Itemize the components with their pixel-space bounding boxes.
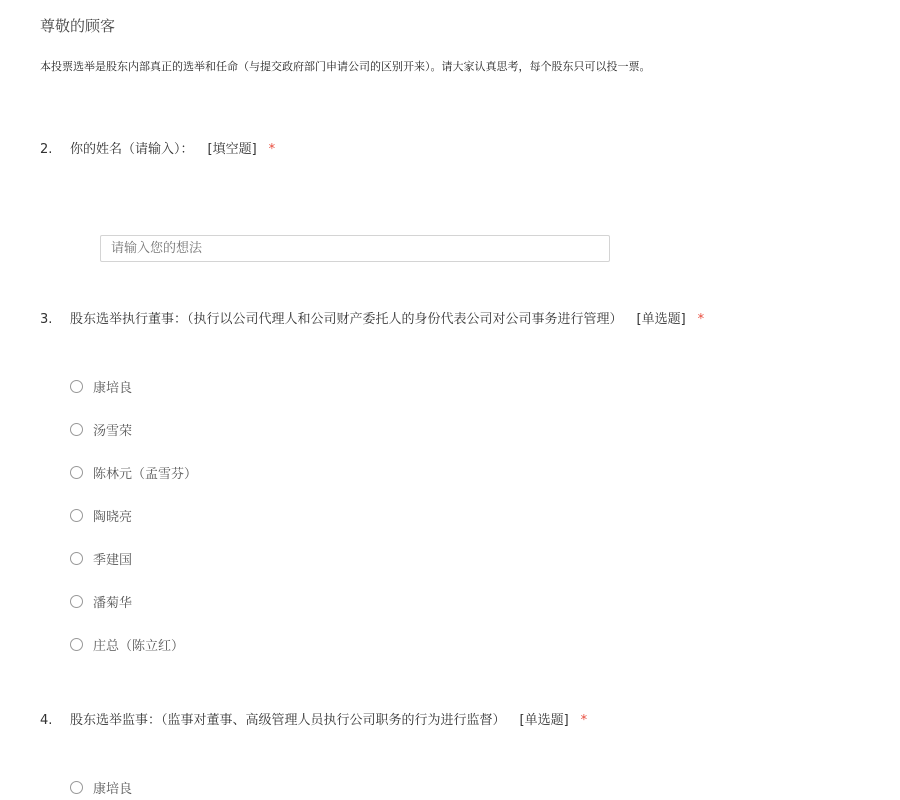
q3-option-3[interactable] [70,463,197,482]
option-label: 陶晓亮 [93,510,133,525]
option-label: 庄总（陈立红） [93,639,185,654]
question-type-label: [单选题] [519,713,569,728]
radio-button[interactable] [70,552,83,565]
option-label: 潘菊华 [93,596,133,611]
required-asterisk: * [697,312,705,327]
option-label: 康培良 [93,381,133,396]
option-label: 季建国 [93,553,133,568]
name-input[interactable] [100,235,610,262]
radio-button[interactable] [70,423,83,436]
greeting-heading: 尊敬的顾客 [40,17,116,35]
question-text: 股东选举监事：（监事对董事、高级管理人员执行公司职务的行为进行监督） [70,713,506,728]
q3-option-1[interactable] [70,377,132,396]
q3-option-7[interactable] [70,635,184,654]
question-number: 4. [40,713,53,728]
question-4-title [40,709,587,728]
question-2-title [40,138,275,157]
option-label: 陈林元（孟雪芬） [93,467,198,482]
question-number: 3. [40,312,53,327]
intro-text: 本投票选举是股东内部真正的选举和任命（与提交政府部门申请公司的区别开来）。请大家认真思考，每个股东只可以投一票。 [40,60,651,73]
question-text: 你的姓名（请输入）： [70,142,194,157]
radio-button[interactable] [70,509,83,522]
radio-button[interactable] [70,466,83,479]
question-3-title [40,308,704,327]
required-asterisk: * [580,713,588,728]
option-label: 汤雪荣 [93,424,133,439]
question-text: 股东选举执行董事：（执行以公司代理人和公司财产委托人的身份代表公司对公司事务进行管理） [70,312,623,327]
q4-option-1[interactable] [70,778,132,797]
question-number: 2. [40,142,53,157]
q3-option-2[interactable] [70,420,132,439]
radio-button[interactable] [70,638,83,651]
radio-button[interactable] [70,595,83,608]
radio-button[interactable] [70,380,83,393]
required-asterisk: * [268,142,276,157]
radio-button[interactable] [70,781,83,794]
q3-option-5[interactable] [70,549,132,568]
option-label: 康培良 [93,782,133,797]
question-type-label: [填空题] [207,142,257,157]
question-type-label: [单选题] [636,312,686,327]
q3-option-6[interactable] [70,592,132,611]
q3-option-4[interactable] [70,506,132,525]
